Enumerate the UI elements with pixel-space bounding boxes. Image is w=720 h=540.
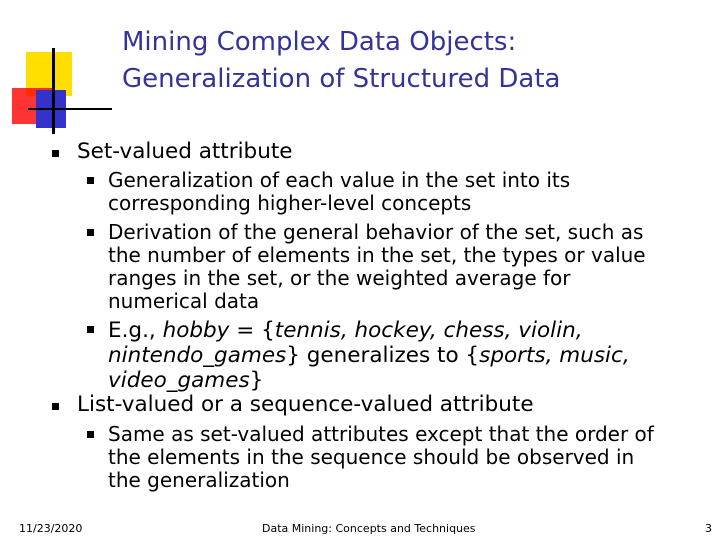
square-bullet-icon [87,431,94,438]
example-end: } [249,368,264,393]
square-bullet-icon [87,177,94,184]
example-list2: sports, music, video_games [108,343,630,393]
footer-page-number: 3 [705,522,712,535]
title-line-2: Generalization of Structured Data [122,64,561,94]
square-bullet-icon [87,326,94,333]
square-bullet-icon [52,403,59,410]
sub-bullet-text: Derivation of the general behavior of the set, such as the number of elements in the set, the types or value ranges in the set, or the weighted average for numerical data [108,220,646,313]
example-hobby: hobby [162,318,230,343]
footer-title: Data Mining: Concepts and Techniques [262,522,476,535]
example-list1: tennis, hockey, chess, violin, nintendo_games [108,318,583,368]
slide-title [122,24,702,98]
footer-date: 11/23/2020 [19,522,83,535]
sub-bullet-text: Generalization of each value in the set into its corresponding higher-level concepts [108,168,571,215]
example-mid: } generalizes to { [286,343,480,368]
decor-vertical-line [52,48,55,134]
sub-bullet-generalization [108,169,673,215]
square-bullet-icon [52,150,59,157]
bullet-text: List-valued or a sequence-valued attribute [77,392,534,417]
square-bullet-icon [87,229,94,236]
bullet-set-valued [77,140,292,164]
bullet-text: Set-valued attribute [77,139,293,164]
sub-bullet-derivation [108,221,673,313]
example-prefix: E.g., [108,318,163,343]
bullet-list-valued [77,393,534,417]
sub-bullet-text: Same as set-valued attributes except that the order of the elements in the sequence should be observed in the generalization [108,422,654,492]
sub-bullet-same-as-set [108,423,673,492]
example-eq: = { [229,318,275,343]
sub-bullet-example [108,318,648,393]
decor-horizontal-line [28,108,112,110]
title-line-1: Mining Complex Data Objects: [122,27,517,57]
